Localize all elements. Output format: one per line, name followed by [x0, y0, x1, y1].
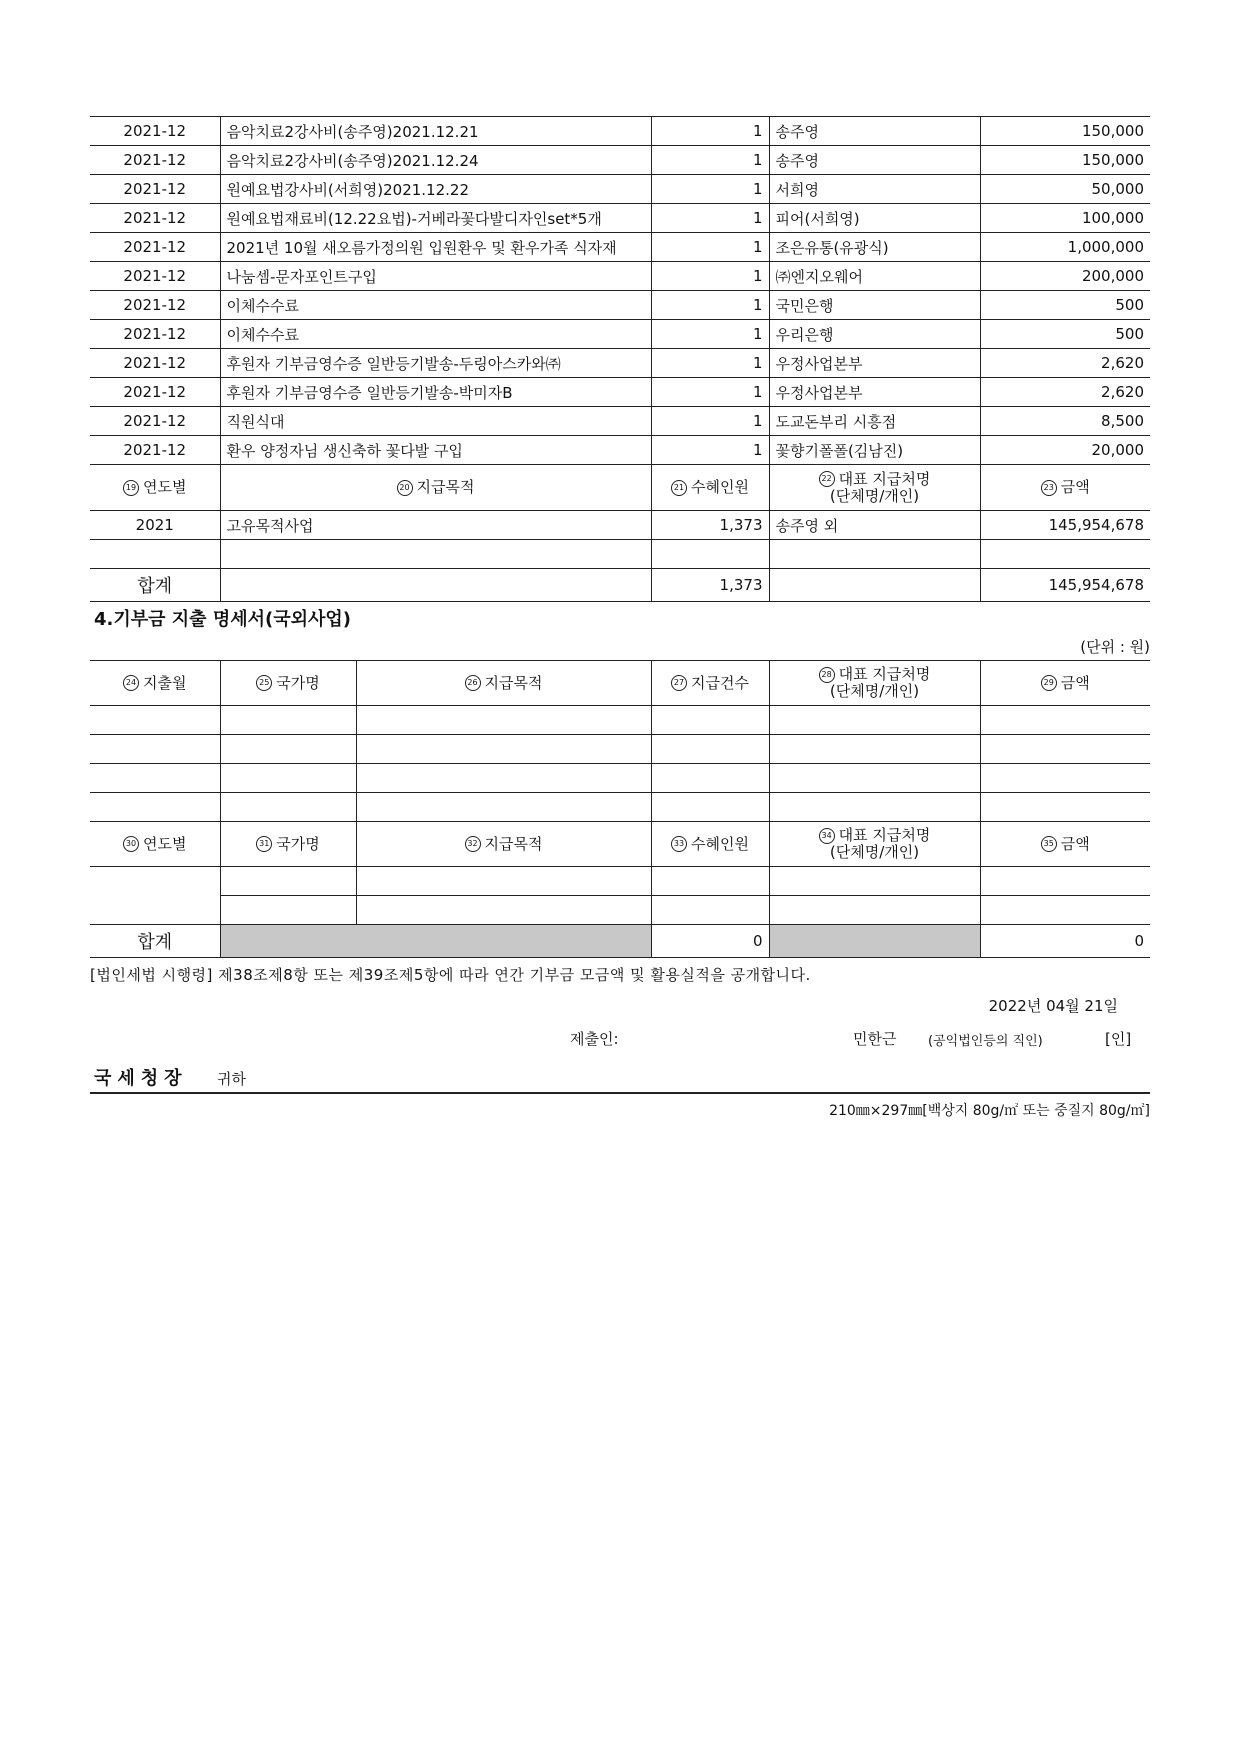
row-month: 2021-12 — [90, 436, 220, 465]
section-title: 4.기부금 지출 명세서(국외사업) — [94, 609, 352, 630]
row-count: 1 — [651, 349, 769, 378]
purpose-header: 26 지급목적 — [356, 661, 651, 706]
table-row — [90, 204, 1150, 233]
honorific: 귀하 — [217, 1070, 246, 1088]
table-row — [90, 378, 1150, 407]
row-amount: 1,000,000 — [980, 233, 1150, 262]
summary-payee: 송주영 외 — [769, 511, 980, 540]
row-amount: 2,620 — [980, 378, 1150, 407]
table-row — [90, 175, 1150, 204]
submitter-line — [90, 1022, 1150, 1054]
row-payee: 도교돈부리 시흥점 — [769, 407, 980, 436]
row-count: 1 — [651, 320, 769, 349]
country-header: 31 국가명 — [220, 822, 356, 867]
row-count: 1 — [651, 262, 769, 291]
row-payee: 송주영 — [769, 146, 980, 175]
purpose-header: 32 지급목적 — [356, 822, 651, 867]
table-row — [90, 320, 1150, 349]
amount-header: 23 금액 — [980, 465, 1150, 511]
empty-row — [90, 867, 1150, 896]
total-beneficiaries: 1,373 — [651, 569, 769, 602]
expenditure-detail-rows — [90, 117, 1150, 465]
table-row — [90, 436, 1150, 465]
recipient: 국세청장 — [94, 1068, 188, 1089]
row-payee: ㈜엔지오웨어 — [769, 262, 980, 291]
row-month: 2021-12 — [90, 233, 220, 262]
table-row — [90, 146, 1150, 175]
row-purpose: 환우 양정자님 생신축하 꽃다발 구입 — [220, 436, 651, 465]
count-header: 27 지급건수 — [651, 661, 769, 706]
empty-row — [90, 540, 1150, 569]
row-count: 1 — [651, 436, 769, 465]
row-count: 1 — [651, 291, 769, 320]
row-payee: 조은유통(유광식) — [769, 233, 980, 262]
row-amount: 20,000 — [980, 436, 1150, 465]
empty-row — [90, 793, 1150, 822]
row-purpose: 직원식대 — [220, 407, 651, 436]
total-amount: 0 — [980, 925, 1150, 958]
empty-row — [90, 764, 1150, 793]
row-purpose: 나눔셈-문자포인트구입 — [220, 262, 651, 291]
overseas-summary-header-row — [90, 822, 1150, 867]
row-count: 1 — [651, 378, 769, 407]
row-payee: 서희영 — [769, 175, 980, 204]
total-count: 0 — [651, 925, 769, 958]
row-payee: 꽃향기폴폴(김남진) — [769, 436, 980, 465]
legal-note: [법인세법 시행령] 제38조제8항 또는 제39조제5항에 따라 연간 기부금 모금액 및 활용실적을 공개합니다. — [90, 966, 811, 984]
total-label: 합계 — [90, 925, 220, 958]
table-row — [90, 291, 1150, 320]
overseas-expenditure-table — [90, 660, 1150, 958]
summary-purpose: 고유목적사업 — [220, 511, 651, 540]
row-month: 2021-12 — [90, 291, 220, 320]
total-amount: 145,954,678 — [980, 569, 1150, 602]
payee-header: 28 대표 지급처명 (단체명/개인) — [769, 661, 980, 706]
table-row — [90, 117, 1150, 146]
table-row — [90, 407, 1150, 436]
purpose-header: 20 지급목적 — [220, 465, 651, 511]
seal-mark: [인] — [1105, 1030, 1132, 1048]
overseas-header-row — [90, 661, 1150, 706]
row-month: 2021-12 — [90, 146, 220, 175]
unit-label: (단위 : 원) — [1080, 638, 1150, 656]
row-amount: 50,000 — [980, 175, 1150, 204]
payee-header: 34 대표 지급처명 (단체명/개인) — [769, 822, 980, 867]
row-amount: 500 — [980, 320, 1150, 349]
row-purpose: 후원자 기부금영수증 일반등기발송-박미자B — [220, 378, 651, 407]
amount-header: 35 금액 — [980, 822, 1150, 867]
table-row — [90, 262, 1150, 291]
empty-row — [90, 706, 1150, 735]
summary-amount: 145,954,678 — [980, 511, 1150, 540]
row-amount: 500 — [980, 291, 1150, 320]
row-amount: 100,000 — [980, 204, 1150, 233]
row-month: 2021-12 — [90, 204, 220, 233]
row-amount: 2,620 — [980, 349, 1150, 378]
paper-spec: 210㎜×297㎜[백상지 80g/㎡ 또는 중질지 80g/㎡] — [829, 1103, 1150, 1119]
table-row — [90, 233, 1150, 262]
page-content — [90, 116, 1150, 1120]
beneficiaries-header: 33 수혜인원 — [651, 822, 769, 867]
amount-header: 29 금액 — [980, 661, 1150, 706]
summary-row — [90, 511, 1150, 540]
summary-year: 2021 — [90, 511, 220, 540]
summary-header-row — [90, 465, 1150, 511]
total-row — [90, 569, 1150, 602]
total-label: 합계 — [90, 569, 220, 602]
row-amount: 150,000 — [980, 117, 1150, 146]
empty-row — [90, 735, 1150, 764]
overseas-total-row — [90, 925, 1150, 958]
row-amount: 150,000 — [980, 146, 1150, 175]
empty-row — [90, 896, 1150, 925]
expenditure-table — [90, 116, 1150, 602]
submitter-label: 제출인: — [570, 1030, 619, 1048]
row-payee: 우리은행 — [769, 320, 980, 349]
submitter-role: (공익법인등의 직인) — [928, 1034, 1043, 1049]
row-month: 2021-12 — [90, 117, 220, 146]
submitter-name: 민한근 — [853, 1030, 897, 1048]
row-purpose: 원예요법재료비(12.22요법)-거베라꽃다발디자인set*5개 — [220, 204, 651, 233]
row-purpose: 음악치료2강사비(송주영)2021.12.21 — [220, 117, 651, 146]
country-header: 25 국가명 — [220, 661, 356, 706]
row-amount: 8,500 — [980, 407, 1150, 436]
row-month: 2021-12 — [90, 378, 220, 407]
summary-beneficiaries: 1,373 — [651, 511, 769, 540]
row-amount: 200,000 — [980, 262, 1150, 291]
row-payee: 우정사업본부 — [769, 378, 980, 407]
row-purpose: 이체수수료 — [220, 291, 651, 320]
month-header: 24 지출월 — [90, 661, 220, 706]
row-month: 2021-12 — [90, 407, 220, 436]
row-month: 2021-12 — [90, 320, 220, 349]
year-header: 19 연도별 — [90, 465, 220, 511]
row-purpose: 후원자 기부금영수증 일반등기발송-두링아스카와㈜ — [220, 349, 651, 378]
row-payee: 우정사업본부 — [769, 349, 980, 378]
row-count: 1 — [651, 204, 769, 233]
row-payee: 송주영 — [769, 117, 980, 146]
row-count: 1 — [651, 407, 769, 436]
recipient-line — [90, 1062, 1150, 1094]
row-purpose: 이체수수료 — [220, 320, 651, 349]
row-month: 2021-12 — [90, 262, 220, 291]
payee-header: 22 대표 지급처명 (단체명/개인) — [769, 465, 980, 511]
year-header: 30 연도별 — [90, 822, 220, 867]
beneficiaries-header: 21 수혜인원 — [651, 465, 769, 511]
row-purpose: 음악치료2강사비(송주영)2021.12.24 — [220, 146, 651, 175]
row-purpose: 2021년 10월 새오름가정의원 입원환우 및 환우가족 식자재 — [220, 233, 651, 262]
row-payee: 국민은행 — [769, 291, 980, 320]
table-row — [90, 349, 1150, 378]
row-month: 2021-12 — [90, 175, 220, 204]
row-payee: 피어(서희영) — [769, 204, 980, 233]
row-count: 1 — [651, 175, 769, 204]
row-count: 1 — [651, 117, 769, 146]
row-purpose: 원예요법강사비(서희영)2021.12.22 — [220, 175, 651, 204]
row-month: 2021-12 — [90, 349, 220, 378]
row-count: 1 — [651, 146, 769, 175]
row-count: 1 — [651, 233, 769, 262]
submission-date: 2022년 04월 21일 — [988, 997, 1118, 1015]
